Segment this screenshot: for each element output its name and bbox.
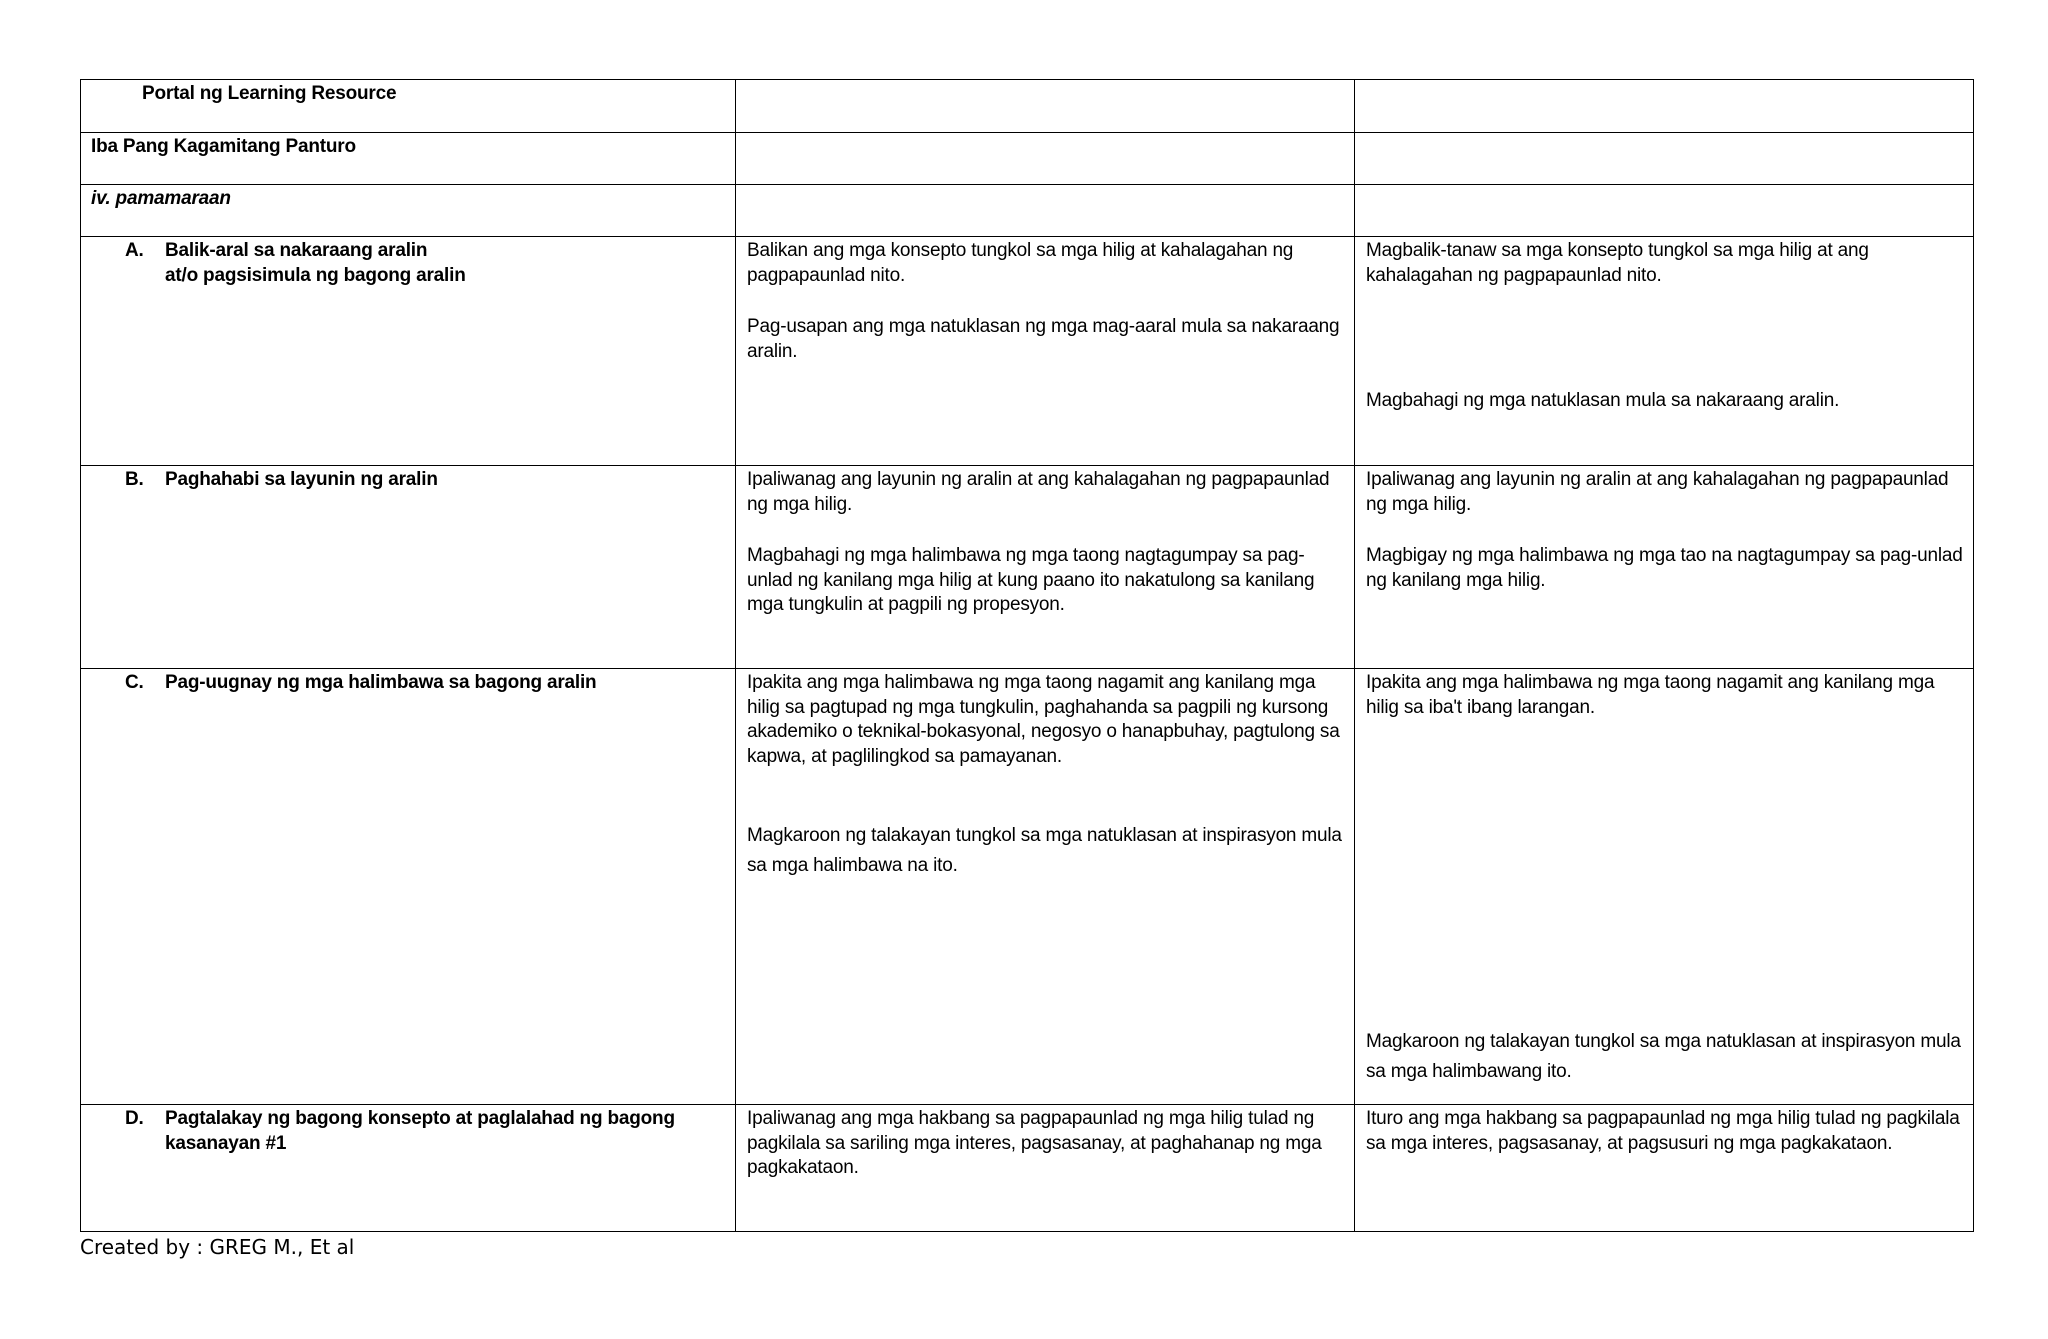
lesson-plan-table xyxy=(80,79,1974,1232)
activity-cell-col3 xyxy=(1355,669,1974,1105)
a-col2-p2: Pag-usapan ang mga natuklasan ng mga mag-aaral mula sa nakaraang aralin. xyxy=(747,316,1340,362)
table-row-pamamaraan xyxy=(81,185,1974,237)
table-row-a xyxy=(81,237,1974,466)
step-d-text: Pagtalakay ng bagong konsepto at paglalahad ng bagong kasanayan #1 xyxy=(165,1108,675,1154)
step-letter: A. xyxy=(125,240,144,261)
table-row-b xyxy=(81,466,1974,669)
row-label-cell xyxy=(81,1105,736,1232)
a-col3-p2: Magbahagi ng mga natuklasan mula sa nakaraang aralin. xyxy=(1366,390,1840,411)
step-a-line2: at/o pagsisimula ng bagong aralin xyxy=(165,264,466,286)
row-label-cell xyxy=(81,133,736,185)
step-c-text: Pag-uugnay ng mga halimbawa sa bagong aralin xyxy=(165,672,597,693)
activity-cell-col2 xyxy=(736,669,1355,1105)
empty-cell xyxy=(1355,133,1974,185)
table-row-d xyxy=(81,1105,1974,1232)
row-label-cell xyxy=(81,669,736,1105)
b-col2-p2: Magbahagi ng mga halimbawa ng mga taong nagtagumpay sa pag-unlad ng kanilang mga hilig at kung paano ito nakatulong sa kanilang mga tungkulin at pagpili ng propesyon. xyxy=(747,545,1315,615)
step-letter: D. xyxy=(125,1108,144,1129)
activity-cell-col2 xyxy=(736,466,1355,669)
table-row-c xyxy=(81,669,1974,1105)
b-col3-p1: Ipaliwanag ang layunin ng aralin at ang kahalagahan ng pagpapaunlad ng mga hilig. xyxy=(1366,469,1949,515)
activity-cell-col3 xyxy=(1355,1105,1974,1232)
c-col3-p2: Magkaroon ng talakayan tungkol sa mga natuklasan at inspirasyon mula sa mga halimbawang ito. xyxy=(1366,1031,1961,1082)
b-col2-p1: Ipaliwanag ang layunin ng aralin at ang kahalagahan ng pagpapaunlad ng mga hilig. xyxy=(747,469,1330,515)
iba-label: Iba Pang Kagamitang Panturo xyxy=(91,136,356,157)
table-row-portal xyxy=(81,80,1974,133)
d-col2-p1: Ipaliwanag ang mga hakbang sa pagpapaunlad ng mga hilig tulad ng pagkilala sa sariling mga interes, pagsasanay, at paghahanap ng mga pagkakataon. xyxy=(747,1108,1322,1178)
activity-cell-col3 xyxy=(1355,466,1974,669)
activity-cell-col2 xyxy=(736,237,1355,466)
table-row-iba xyxy=(81,133,1974,185)
empty-cell xyxy=(1355,80,1974,133)
row-label-cell xyxy=(81,80,736,133)
c-col2-p2: Magkaroon ng talakayan tungkol sa mga natuklasan at inspirasyon mula sa mga halimbawa na ito. xyxy=(747,825,1342,876)
row-label-cell xyxy=(81,237,736,466)
row-label-cell xyxy=(81,466,736,669)
empty-cell xyxy=(736,133,1355,185)
step-c-label xyxy=(81,669,735,696)
step-letter: C. xyxy=(125,672,144,693)
a-col3-p1: Magbalik-tanaw sa mga konsepto tungkol sa mga hilig at ang kahalagahan ng pagpapaunlad nito. xyxy=(1366,240,1869,286)
c-col3-p1: Ipakita ang mga halimbawa ng mga taong nagamit ang kanilang mga hilig sa iba't ibang larangan. xyxy=(1366,672,1935,718)
step-a-label xyxy=(81,237,735,288)
activity-cell-col3 xyxy=(1355,237,1974,466)
step-letter: B. xyxy=(125,469,144,490)
c-col2-p1: Ipakita ang mga halimbawa ng mga taong nagamit ang kanilang mga hilig sa pagtupad ng mga tungkulin, paghahanda sa pagpili ng kursong akademiko o teknikal-bokasyonal, negosyo o hanapbuhay, pagtulong sa kapwa, at paglilingkod sa pamayanan. xyxy=(747,672,1340,767)
empty-cell xyxy=(736,185,1355,237)
row-label-cell xyxy=(81,185,736,237)
empty-cell xyxy=(736,80,1355,133)
b-col3-p2: Magbigay ng mga halimbawa ng mga tao na nagtagumpay sa pag-unlad ng kanilang mga hilig. xyxy=(1366,545,1963,591)
step-d-label xyxy=(81,1105,735,1156)
a-col2-p1: Balikan ang mga konsepto tungkol sa mga hilig at kahalagahan ng pagpapaunlad nito. xyxy=(747,240,1294,286)
step-b-text: Paghahabi sa layunin ng aralin xyxy=(165,469,438,490)
d-col3-p1: Ituro ang mga hakbang sa pagpapaunlad ng mga hilig tulad ng pagkilala sa mga interes, pagsasanay, at pagsusuri ng mga pagkakataon. xyxy=(1366,1108,1960,1154)
step-a-line1: Balik-aral sa nakaraang aralin xyxy=(165,240,428,261)
portal-label: Portal ng Learning Resource xyxy=(142,83,397,104)
pamamaraan-label: iv. pamamaraan xyxy=(91,188,231,209)
footer-credit: Created by : GREG M., Et al xyxy=(80,1235,355,1259)
empty-cell xyxy=(1355,185,1974,237)
activity-cell-col2 xyxy=(736,1105,1355,1232)
step-b-label xyxy=(81,466,735,493)
